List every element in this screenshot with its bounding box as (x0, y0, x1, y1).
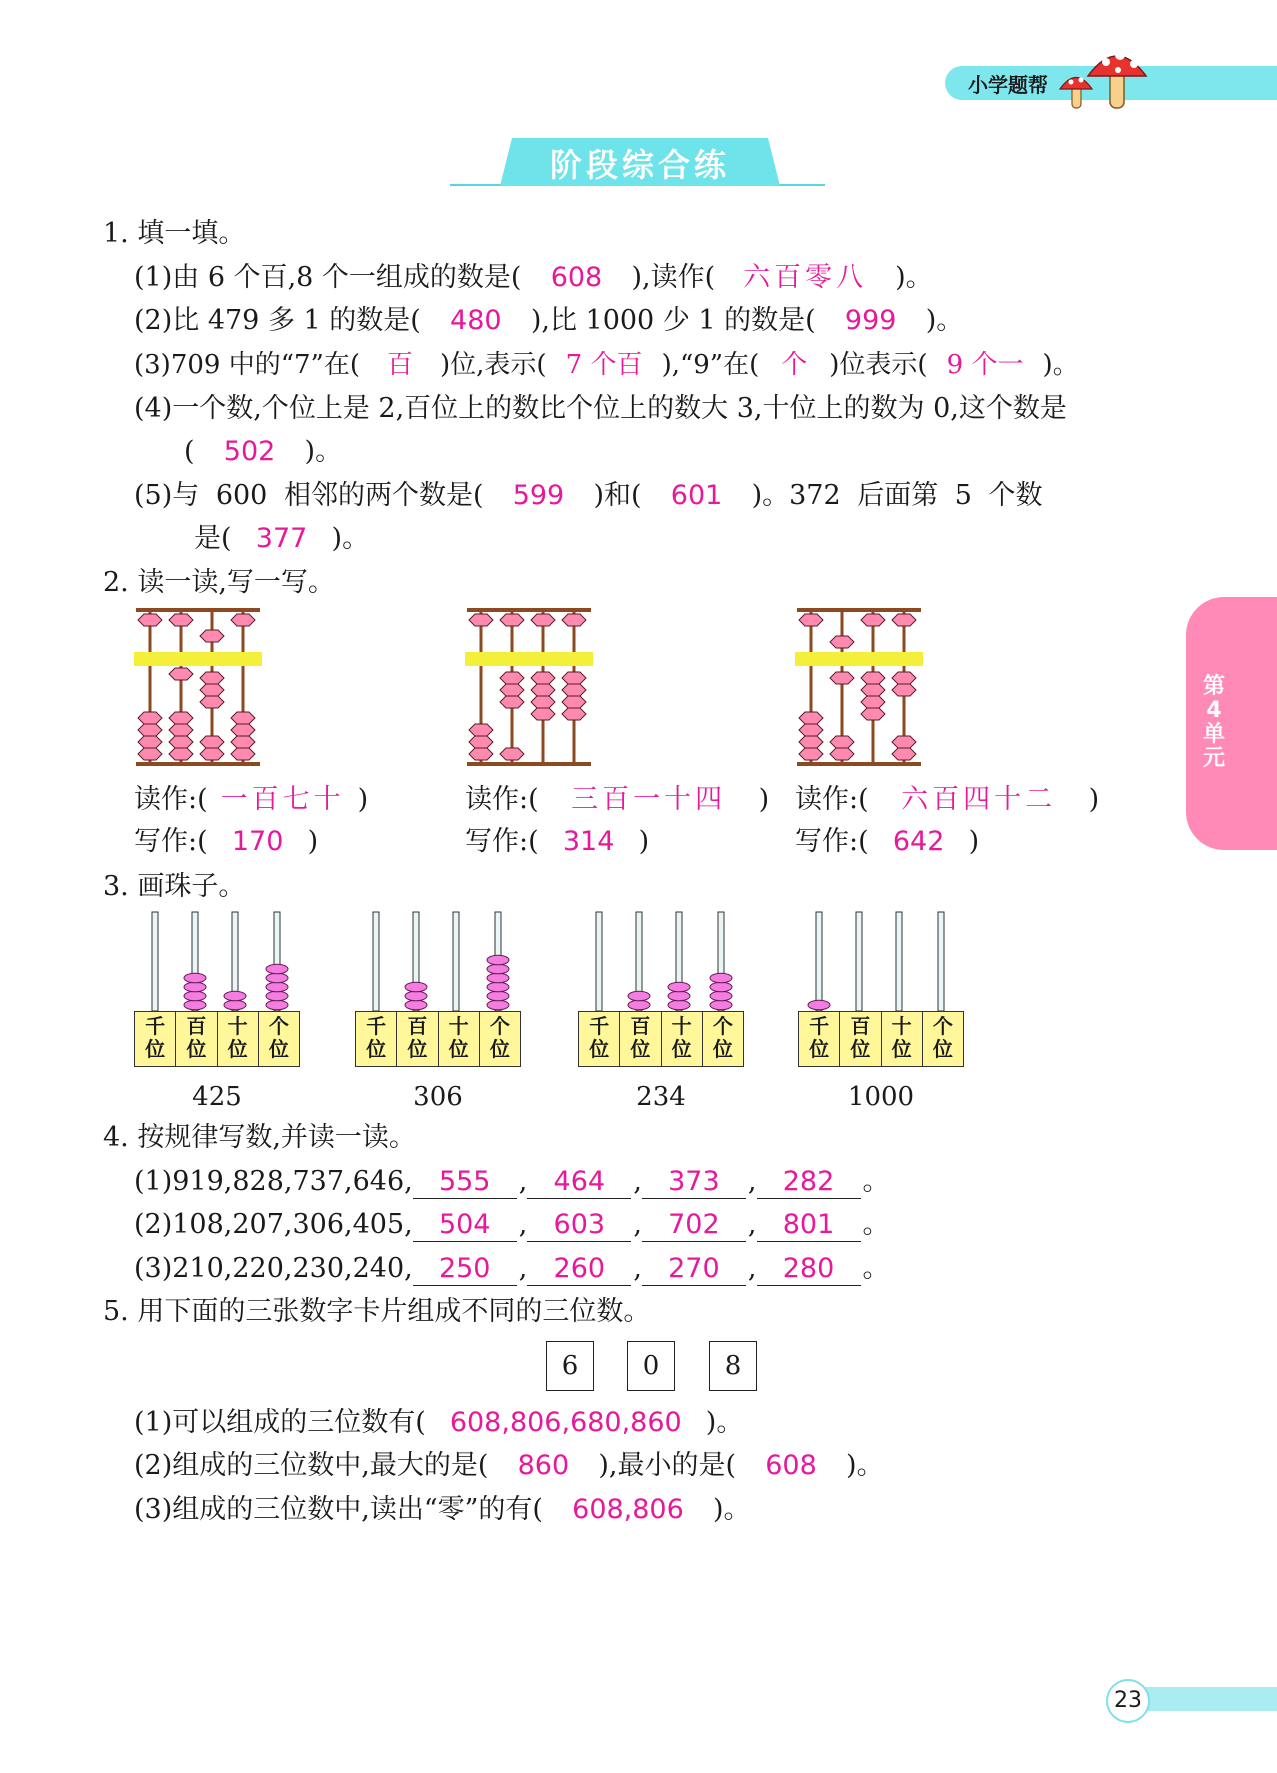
bead-rods (578, 910, 744, 1011)
abacus-1 (134, 608, 262, 766)
q1-2-text: (2)比 479 多 1 的数是( (134, 305, 421, 336)
q1-5-answer-3: 377 (255, 523, 308, 554)
rod (856, 912, 862, 1011)
q2-write-1 (134, 822, 318, 862)
q1-2-text-mid: ),比 1000 少 1 的数是( (530, 305, 816, 336)
q4-separator: , (518, 1209, 528, 1240)
q4-separator: , (633, 1209, 642, 1240)
q4-answer-blank: 282 (757, 1166, 861, 1199)
q1-3-answer-1: 百 (386, 350, 413, 380)
q5-heading: 5. 用下面的三张数字卡片组成不同的三位数。 (103, 1296, 651, 1327)
digit-card-2: 0 (627, 1341, 675, 1391)
q2-write-2 (465, 822, 649, 862)
target-number: 306 (413, 1082, 463, 1112)
q4-answer-blank: 260 (527, 1253, 631, 1286)
read-label: 读作:( (465, 784, 539, 815)
bead (668, 1000, 690, 1010)
q1-5-text: (5)与 600 相邻的两个数是( (134, 480, 484, 511)
rod (373, 912, 379, 1011)
q1-5-text-mid: )和( (593, 480, 642, 511)
bead (668, 991, 690, 1001)
place-label: 十 位 (881, 1012, 922, 1066)
q4-separator: , (747, 1166, 757, 1197)
q1-2-answer-2: 999 (844, 305, 897, 336)
q5-3-end: )。 (712, 1494, 751, 1525)
bead (487, 982, 509, 992)
q1-item-5-line2 (194, 519, 369, 559)
rod (596, 912, 602, 1011)
place-label: 千 位 (589, 1014, 610, 1061)
q4-separator: , (633, 1253, 642, 1284)
q1-3-text-m3: )位表示( (829, 350, 928, 380)
q1-4-text: (4)一个数,个位上是 2,百位上的数比个位上的数大 3,十位上的数为 0,这个数是 (134, 393, 1067, 424)
bead (710, 973, 732, 983)
q1-item-5 (134, 476, 1043, 516)
q5-3-answer: 608,806 (572, 1494, 684, 1525)
q2-read-1 (134, 780, 368, 820)
place-label: 百 位 (619, 1012, 660, 1066)
q1-4-answer: 502 (223, 436, 276, 467)
q1-2-text-end: )。 (925, 305, 964, 336)
place-value-labels (134, 1011, 300, 1067)
write-label: 写作:( (134, 826, 208, 857)
close-paren: ) (1088, 784, 1100, 815)
target-number: 425 (192, 1082, 242, 1112)
place-label: 千 位 (809, 1014, 830, 1061)
unit-label: 第4单元 (1202, 674, 1225, 771)
bead (405, 991, 427, 1001)
page-number-band (1130, 1687, 1277, 1711)
digit-card-3: 8 (709, 1341, 757, 1391)
q2-read-3 (795, 780, 1099, 820)
bead (487, 1000, 509, 1010)
place-label: 个 位 (258, 1012, 299, 1066)
q1-1-text-end: )。 (895, 262, 933, 293)
rod (152, 912, 158, 1011)
q5-1-text: (1)可以组成的三位数有( (134, 1407, 426, 1438)
q5-1-end: )。 (705, 1407, 744, 1438)
q1-3-answer-2: 7 个百 (565, 350, 643, 380)
digit-card-1: 6 (546, 1341, 594, 1391)
write-label: 写作:( (465, 826, 539, 857)
q1-1-text: (1)由 6 个百,8 个一组成的数是( (134, 262, 522, 293)
place-label: 百 位 (175, 1012, 216, 1066)
bead (266, 1000, 288, 1010)
read-label: 读作:( (134, 784, 208, 815)
q5-item-1 (134, 1403, 743, 1443)
place-label: 十 位 (217, 1012, 258, 1066)
q4-given: (1)919,828,737,646, (134, 1166, 413, 1197)
q4-separator: 。 (862, 1253, 890, 1284)
q4-separator: , (747, 1209, 757, 1240)
q2-write-3 (795, 822, 979, 862)
bead (487, 973, 509, 983)
bead (487, 991, 509, 1001)
bead (266, 991, 288, 1001)
q4-answer-blank: 373 (642, 1166, 746, 1199)
close-paren: ) (357, 784, 369, 815)
q1-item-3 (134, 345, 1079, 385)
q2-read-answer-2: 三百一十四 (571, 784, 727, 815)
place-label: 十 位 (438, 1012, 479, 1066)
bead (184, 1000, 206, 1010)
rod (938, 912, 944, 1011)
bead (266, 982, 288, 992)
q4-answer-blank: 702 (642, 1209, 746, 1242)
q2-write-answer-1: 170 (231, 826, 284, 857)
brand-label: 小学题帮 (968, 73, 1048, 97)
rod (896, 912, 902, 1011)
q4-answer-blank: 504 (413, 1209, 517, 1242)
q5-3-text: (3)组成的三位数中,读出“零”的有( (134, 1494, 543, 1525)
q5-2-mid: ),最小的是( (598, 1450, 737, 1481)
q1-5-text-end: )。 (331, 523, 370, 554)
bead (628, 1000, 650, 1010)
q4-separator: , (633, 1166, 642, 1197)
read-label: 读作:( (795, 784, 869, 815)
bead (487, 964, 509, 974)
q1-3-answer-4: 9 个一 (946, 350, 1024, 380)
q1-3-text-m1: )位,表示( (440, 350, 547, 380)
bead (710, 1000, 732, 1010)
close-paren: ) (638, 826, 650, 857)
q2-read-answer-3: 六百四十二 (901, 784, 1057, 815)
page-number: 23 (1106, 1679, 1150, 1723)
bead (710, 991, 732, 1001)
q4-separator: , (518, 1166, 528, 1197)
bead (668, 982, 690, 992)
q2-write-answer-2: 314 (562, 826, 615, 857)
mushroom-icon (1058, 42, 1150, 112)
q4-row-1 (134, 1162, 890, 1202)
place-label: 个 位 (479, 1012, 520, 1066)
q5-item-3 (134, 1490, 751, 1530)
rod (816, 912, 822, 1011)
bead (224, 991, 246, 1001)
q1-item-1 (134, 258, 933, 298)
place-label: 个 位 (702, 1012, 743, 1066)
place-label: 百 位 (839, 1012, 880, 1066)
close-paren: ) (968, 826, 980, 857)
q1-1-text-mid: ),读作( (631, 262, 716, 293)
q1-1-answer-2: 六百零八 (743, 262, 868, 293)
q1-4-open: ( (184, 436, 195, 467)
bead (628, 991, 650, 1001)
place-label: 千 位 (366, 1014, 387, 1061)
q5-2-end: )。 (846, 1450, 884, 1481)
q1-5-open: 是( (194, 523, 232, 554)
q2-read-2 (465, 780, 769, 820)
bead (224, 1000, 246, 1010)
q4-heading: 4. 按规律写数,并读一读。 (103, 1122, 416, 1153)
q4-given: (3)210,220,230,240, (134, 1253, 413, 1284)
q4-separator: 。 (862, 1166, 890, 1197)
q1-4-text-end: )。 (304, 436, 343, 467)
q4-separator: , (747, 1253, 757, 1284)
q4-separator: 。 (862, 1209, 890, 1240)
q2-write-answer-3: 642 (892, 826, 945, 857)
target-number: 1000 (847, 1082, 915, 1112)
bead (266, 973, 288, 983)
q5-2-answer-2: 608 (765, 1450, 817, 1481)
q1-heading: 1. 填一填。 (103, 218, 246, 249)
q1-item-2 (134, 301, 963, 341)
place-value-labels (578, 1011, 744, 1067)
q1-5-answer-1: 599 (512, 480, 565, 511)
q4-answer-blank: 270 (642, 1253, 746, 1286)
bead-rods (134, 910, 300, 1011)
place-label: 千 位 (145, 1014, 166, 1061)
close-paren: ) (758, 784, 770, 815)
bead (710, 982, 732, 992)
place-label: 百 位 (396, 1012, 437, 1066)
place-label: 十 位 (661, 1012, 702, 1066)
q4-answer-blank: 280 (757, 1253, 861, 1286)
bead (808, 1000, 830, 1010)
q4-answer-blank: 603 (527, 1209, 631, 1242)
target-number: 234 (636, 1082, 686, 1112)
place-value-diagram-3 (578, 910, 744, 1110)
q4-answer-blank: 464 (527, 1166, 631, 1199)
bead (405, 982, 427, 992)
place-value-labels (355, 1011, 521, 1067)
q2-heading: 2. 读一读,写一写。 (103, 567, 335, 598)
place-value-diagram-4 (798, 910, 964, 1110)
q1-3-text-end: )。 (1042, 350, 1079, 380)
q5-2-answer-1: 860 (517, 1450, 570, 1481)
q4-separator: , (518, 1253, 528, 1284)
q4-answer-blank: 555 (413, 1166, 517, 1199)
q4-answer-blank: 801 (757, 1209, 861, 1242)
q1-1-answer-1: 608 (550, 262, 603, 293)
bead (184, 982, 206, 992)
bead (266, 964, 288, 974)
close-paren: ) (307, 826, 319, 857)
q1-3-text: (3)709 中的“7”在( (134, 350, 360, 380)
q4-row-3 (134, 1249, 890, 1289)
rod (453, 912, 459, 1011)
q4-given: (2)108,207,306,405, (134, 1209, 413, 1240)
bead (184, 991, 206, 1001)
q1-item-4-line2 (184, 432, 342, 472)
q5-item-2 (134, 1446, 884, 1486)
place-value-diagram-1 (134, 910, 300, 1110)
place-value-labels (798, 1011, 964, 1067)
write-label: 写作:( (795, 826, 869, 857)
abacus-3 (795, 608, 923, 766)
q1-3-answer-3: 个 (781, 350, 808, 380)
page-title: 阶段综合练 (549, 146, 730, 184)
q1-2-answer-1: 480 (450, 305, 502, 336)
bead-rods (798, 910, 964, 1011)
abacus-2 (465, 608, 593, 766)
q1-5-text-m2: )。372 后面第 5 个数 (751, 480, 1043, 511)
place-label: 个 位 (922, 1012, 963, 1066)
bead (184, 973, 206, 983)
q5-1-answer: 608,806,680,860 (449, 1407, 682, 1438)
bead (405, 1000, 427, 1010)
q4-answer-blank: 250 (413, 1253, 517, 1286)
q4-row-2 (134, 1205, 890, 1245)
bead-rods (355, 910, 521, 1011)
place-value-diagram-2 (355, 910, 521, 1110)
bead (487, 955, 509, 965)
q1-5-answer-2: 601 (670, 480, 723, 511)
q1-item-4 (134, 389, 1067, 429)
q3-heading: 3. 画珠子。 (103, 871, 246, 902)
q5-2-text: (2)组成的三位数中,最大的是( (134, 1450, 489, 1481)
q2-read-answer-1: 一百七十 (220, 784, 345, 815)
q1-3-text-m2: ),“9”在( (661, 350, 760, 380)
